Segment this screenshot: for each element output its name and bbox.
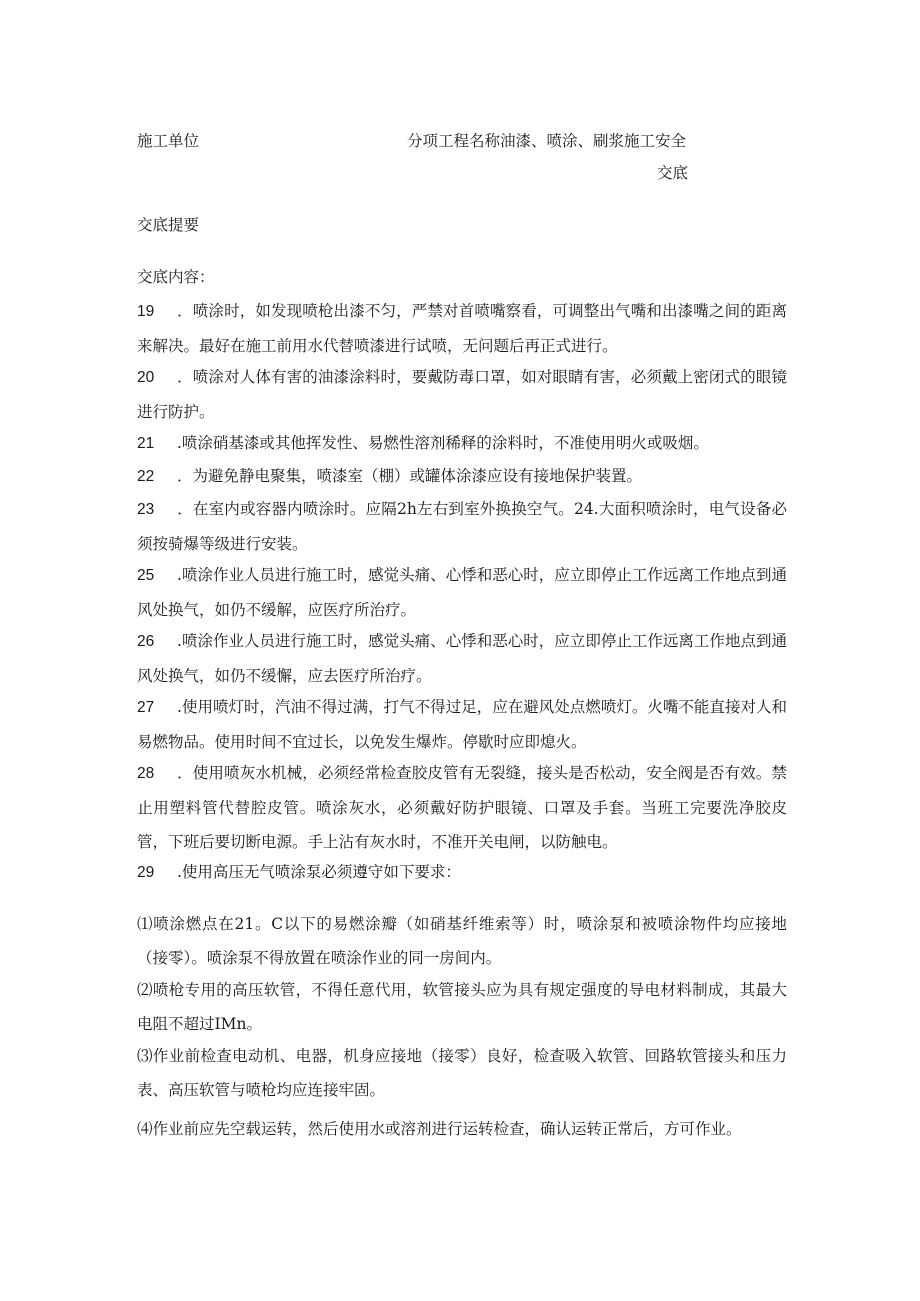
item-number: 19: [137, 303, 155, 320]
item-text: ．喷涂对人体有害的油漆涂料时，要戴防毒口罩，如对眼睛有害，必须戴上密闭式的眼镜进行防护。: [137, 368, 787, 421]
item-19: [137, 294, 787, 363]
item-text: .使用高压无气喷涂泵必须遵守如下要求：: [177, 863, 461, 881]
item-26: [137, 624, 787, 693]
item-number: 27: [137, 699, 155, 716]
item-22: [137, 459, 787, 494]
item-20: [137, 360, 787, 429]
item-28: [137, 756, 787, 859]
item-number: 29: [137, 864, 155, 881]
item-number: 20: [137, 369, 155, 386]
item-25: [137, 558, 787, 627]
project-name-line2: 交底: [657, 164, 689, 182]
item-number: 26: [137, 633, 155, 650]
item-text: ．喷涂时，如发现喷枪出漆不匀，严禁对首喷嘴察看，可调整出气嘴和出漆嘴之间的距离来解决。最好在施工前用水代替喷漆进行试喷，无问题后再正式进行。: [137, 302, 787, 355]
item-27: [137, 690, 787, 759]
summary-label: 交底提要: [137, 216, 200, 234]
item-23: [137, 492, 787, 561]
item-text: ．为避免静电聚集，喷漆室（棚）或罐体涂漆应设有接地保护装置。: [177, 467, 643, 485]
item-text: ．使用喷灰水机械，必须经常检查胶皮管有无裂缝，接头是否松动，安全阀是否有效。禁止用塑料管代替腔皮管。喷涂灰水，必须戴好防护眼镜、口罩及手套。当班工完要洗净胶皮管，下班后要切断电源。手上沾有灰水时，不准开关电闸，以防触电。: [137, 764, 787, 851]
item-number: 21: [137, 435, 155, 452]
content-label: 交底内容：: [137, 268, 215, 286]
item-21: [137, 426, 787, 461]
item-number: 23: [137, 501, 155, 518]
item-text: .喷涂硝基漆或其他挥发性、易燃性溶剂稀释的涂料时，不准使用明火或吸烟。: [177, 434, 709, 452]
item-number: 25: [137, 567, 155, 584]
item-text: .喷涂作业人员进行施工时，感觉头痛、心悸和恶心时，应立即停止工作远离工作地点到通风处换气，如仍不缓懈，应去医疗所治疗。: [137, 632, 787, 685]
sub-item-1: ⑴喷涂燃点在21。C以下的易燃涂瓣（如硝基纤维索等）时，喷涂泵和被喷涂物件均应接地（接零）。喷涂泵不得放置在喷涂作业的同一房间内。: [137, 915, 787, 967]
sub-item-2: ⑵喷枪专用的高压软管，不得任意代用，软管接头应为具有规定强度的导电材料制成，其最大电阻不超过IMn。: [137, 981, 787, 1033]
construction-unit-label: 施工单位: [137, 132, 200, 150]
item-text: ．在室内或容器内喷涂时。应隔2h左右到室外换换空气。24.大面积喷涂时，电气设备必须按骑爆等级进行安装。: [137, 500, 787, 553]
item-number: 22: [137, 468, 155, 485]
item-29: [137, 855, 787, 890]
sub-item-3: ⑶作业前检查电动机、电器，机身应接地（接零）良好，检查吸入软管、回路软管接头和压力表、高压软管与喷枪均应连接牢固。: [137, 1047, 787, 1099]
sub-item-4: ⑷作业前应先空载运转，然后使用水或溶剂进行运转检查，确认运转正常后，方可作业。: [137, 1120, 742, 1138]
item-text: .喷涂作业人员进行施工时，感觉头痛、心悸和恶心时，应立即停止工作远离工作地点到通风处换气，如仍不缓解，应医疗所治疗。: [137, 566, 787, 619]
project-name-line1: 分项工程名称油漆、喷涂、刷浆施工安全: [407, 132, 687, 150]
item-number: 28: [137, 765, 155, 782]
item-text: .使用喷灯时，汽油不得过满，打气不得过足，应在避风处点燃喷灯。火嘴不能直接对人和易燃物品。使用时间不宜过长，以免发生爆炸。停歇时应即熄火。: [137, 698, 787, 751]
